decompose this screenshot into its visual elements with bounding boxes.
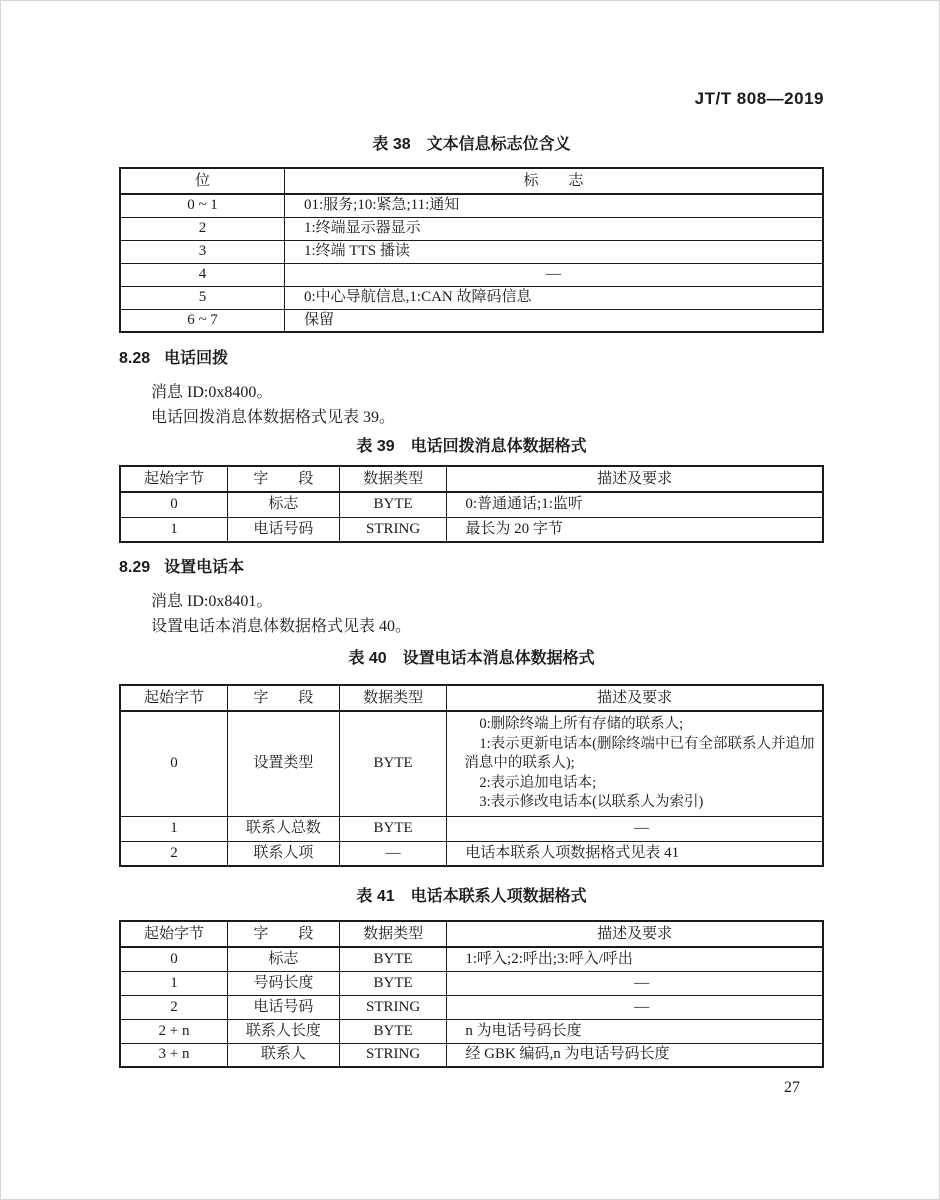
table-row xyxy=(120,1043,823,1067)
cell-description: 经 GBK 编码,n 为电话号码长度 xyxy=(447,1043,823,1067)
cell-data-type: BYTE xyxy=(339,1019,447,1043)
table-row xyxy=(120,971,823,995)
section-8-28-heading xyxy=(119,349,824,369)
cell-flag: 保留 xyxy=(285,309,824,332)
cell-data-type: BYTE xyxy=(339,492,447,517)
desc-line: 1:表示更新电话本(删除终端中已有全部联系人并追加消息中的联系人); xyxy=(464,735,815,771)
col-data-type: 数据类型 xyxy=(339,466,447,492)
table39-header-row xyxy=(120,466,823,492)
table-row xyxy=(120,947,823,971)
cell-description: 电话本联系人项数据格式见表 41 xyxy=(447,841,823,866)
col-description: 描述及要求 xyxy=(447,466,823,492)
section-number: 8.28 xyxy=(119,350,151,367)
cell-description: 最长为 20 字节 xyxy=(447,517,823,542)
cell-field: 标志 xyxy=(228,947,340,971)
table40-header-row xyxy=(120,685,823,711)
cell-start-byte: 2 xyxy=(120,841,228,866)
cell-field: 设置类型 xyxy=(228,711,340,816)
message-id-line: 消息 ID:0x8401。 xyxy=(151,593,273,610)
table41 xyxy=(119,920,824,1068)
cell-description: n 为电话号码长度 xyxy=(447,1019,823,1043)
cell-data-type: BYTE xyxy=(339,971,447,995)
desc-line: 3:表示修改电话本(以联系人为索引) xyxy=(479,794,704,810)
table-row xyxy=(120,995,823,1019)
doc-number: JT/T 808—2019 xyxy=(694,89,824,108)
cell-bit: 3 xyxy=(120,240,285,263)
cell-description xyxy=(447,711,823,816)
cell-bit: 5 xyxy=(120,286,285,309)
cell-description: — xyxy=(447,971,823,995)
cell-start-byte: 2 + n xyxy=(120,1019,228,1043)
cell-data-type: STRING xyxy=(339,1043,447,1067)
cell-description: — xyxy=(447,816,823,841)
col-field: 字 段 xyxy=(228,466,340,492)
section-title: 设置电话本 xyxy=(164,559,245,576)
cell-flag: — xyxy=(285,263,824,286)
cell-data-type: STRING xyxy=(339,995,447,1019)
cell-start-byte: 0 xyxy=(120,711,228,816)
cell-field: 联系人 xyxy=(228,1043,340,1067)
table38-col-flag: 标 志 xyxy=(285,168,824,194)
cell-bit: 6 ~ 7 xyxy=(120,309,285,332)
table-row xyxy=(120,492,823,517)
table-row xyxy=(120,517,823,542)
col-data-type: 数据类型 xyxy=(339,685,447,711)
cell-data-type: — xyxy=(339,841,447,866)
table41-title: 表 41 电话本联系人项数据格式 xyxy=(356,888,587,905)
table-row xyxy=(120,1019,823,1043)
table40 xyxy=(119,684,824,867)
cell-start-byte: 3 + n xyxy=(120,1043,228,1067)
page-content xyxy=(119,1,824,1098)
cell-data-type: STRING xyxy=(339,517,447,542)
col-description: 描述及要求 xyxy=(447,921,823,947)
desc-line: 2:表示追加电话本; xyxy=(479,774,597,791)
table-row xyxy=(120,240,823,263)
table39-title: 表 39 电话回拨消息体数据格式 xyxy=(356,438,587,455)
cell-field: 联系人总数 xyxy=(228,816,340,841)
cell-data-type: BYTE xyxy=(339,816,447,841)
table38-col-bit: 位 xyxy=(120,168,285,194)
table-row xyxy=(120,263,823,286)
table-row xyxy=(120,309,823,332)
cell-flag: 0:中心导航信息,1:CAN 故障码信息 xyxy=(285,286,824,309)
table-reference-line: 电话回拨消息体数据格式见表 39。 xyxy=(151,409,396,426)
section-title: 电话回拨 xyxy=(164,350,229,367)
message-id-line: 消息 ID:0x8400。 xyxy=(151,384,273,401)
cell-start-byte: 0 xyxy=(120,492,228,517)
table-row xyxy=(120,194,823,217)
col-data-type: 数据类型 xyxy=(339,921,447,947)
cell-field: 标志 xyxy=(228,492,340,517)
table40-title: 表 40 设置电话本消息体数据格式 xyxy=(348,650,595,667)
col-field: 字 段 xyxy=(228,921,340,947)
col-description: 描述及要求 xyxy=(447,685,823,711)
cell-field: 电话号码 xyxy=(228,517,340,542)
table-row xyxy=(120,841,823,866)
cell-flag: 1:终端显示器显示 xyxy=(285,217,824,240)
cell-start-byte: 2 xyxy=(120,995,228,1019)
cell-flag: 01:服务;10:紧急;11:通知 xyxy=(285,194,824,217)
table-reference-line: 设置电话本消息体数据格式见表 40。 xyxy=(151,618,412,635)
table-row xyxy=(120,217,823,240)
cell-description: — xyxy=(447,995,823,1019)
cell-field: 电话号码 xyxy=(228,995,340,1019)
section-number: 8.29 xyxy=(119,559,151,576)
cell-description: 1:呼入;2:呼出;3:呼入/呼出 xyxy=(447,947,823,971)
cell-flag: 1:终端 TTS 播读 xyxy=(285,240,824,263)
table38-title: 表 38 文本信息标志位含义 xyxy=(372,136,571,153)
cell-bit: 0 ~ 1 xyxy=(120,194,285,217)
cell-data-type: BYTE xyxy=(339,947,447,971)
table-row xyxy=(120,286,823,309)
table38-header-row xyxy=(120,168,823,194)
table39 xyxy=(119,465,824,543)
cell-bit: 2 xyxy=(120,217,285,240)
table41-header-row xyxy=(120,921,823,947)
table-row xyxy=(120,711,823,816)
table-row xyxy=(120,816,823,841)
cell-start-byte: 0 xyxy=(120,947,228,971)
section-8-29-heading xyxy=(119,558,824,578)
col-start-byte: 起始字节 xyxy=(120,921,228,947)
table38 xyxy=(119,167,824,333)
cell-bit: 4 xyxy=(120,263,285,286)
cell-field: 联系人长度 xyxy=(228,1019,340,1043)
col-start-byte: 起始字节 xyxy=(120,466,228,492)
desc-line: 0:删除终端上所有存储的联系人; xyxy=(479,716,684,732)
col-field: 字 段 xyxy=(228,685,340,711)
cell-start-byte: 1 xyxy=(120,517,228,542)
page-number: 27 xyxy=(784,1079,800,1096)
cell-field: 号码长度 xyxy=(228,971,340,995)
cell-start-byte: 1 xyxy=(120,971,228,995)
cell-field: 联系人项 xyxy=(228,841,340,866)
col-start-byte: 起始字节 xyxy=(120,685,228,711)
cell-start-byte: 1 xyxy=(120,816,228,841)
cell-data-type: BYTE xyxy=(339,711,447,816)
cell-description: 0:普通通话;1:监听 xyxy=(447,492,823,517)
